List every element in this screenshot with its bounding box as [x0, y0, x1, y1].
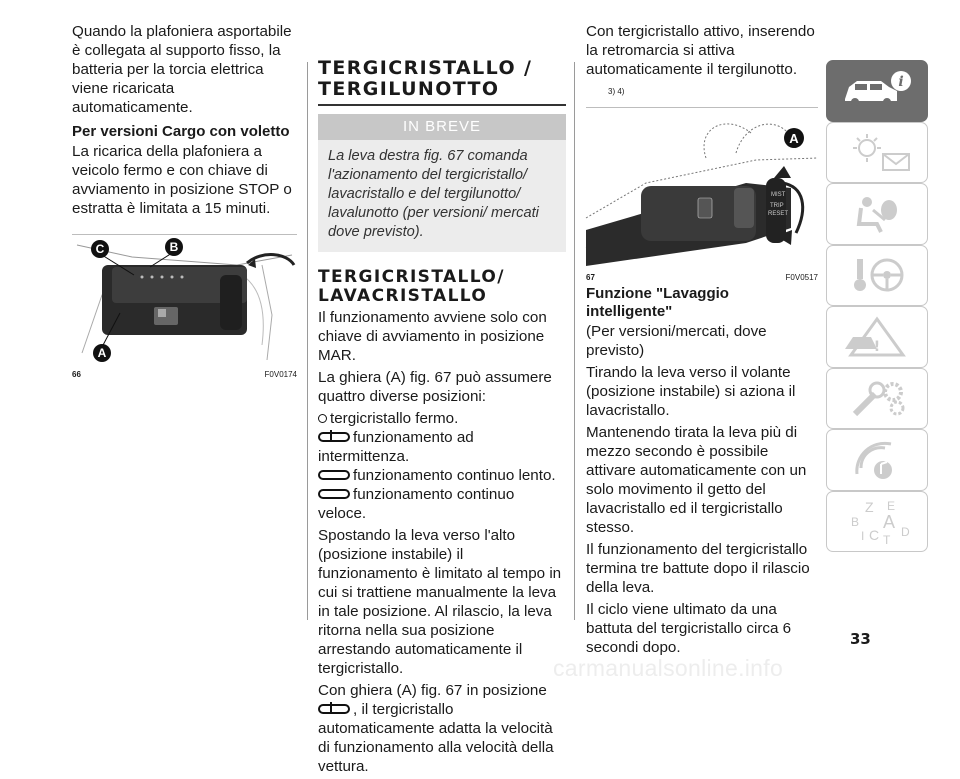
figure-number: 67: [586, 273, 595, 282]
position-list: [318, 409, 566, 523]
tab-vehicle-info[interactable]: [826, 60, 928, 122]
section-heading: Per versioni Cargo con voletto: [72, 123, 290, 140]
paragraph: Con tergicristallo attivo, inserendo la retromarcia si attiva automaticamente il tergilunotto.: [586, 23, 815, 78]
callout-a: A: [97, 346, 107, 360]
figure-code: F0V0517: [785, 273, 818, 282]
subsection-title: TERGICRISTALLO/ LAVACRISTALLO: [318, 266, 505, 306]
warning-lights-message-icon: [837, 130, 917, 174]
summary-box: La leva destra fig. 67 comanda l'azionamento del tergicristallo/ lavacristallo e del tergilunotto/ lavalunotto (per versioni/ mercati dove previsto).: [318, 140, 566, 252]
alphabetical-index-icon: [837, 496, 917, 546]
svg-text:I: I: [861, 529, 865, 544]
svg-text:i: i: [898, 73, 904, 90]
section-title: TERGICRISTALLO / TERGILUNOTTO: [318, 57, 533, 100]
key-steering-wheel-icon: [837, 253, 917, 297]
tab-maintenance[interactable]: [826, 368, 928, 430]
figure-67: [586, 107, 818, 282]
wiper-stalk-illustration: [586, 108, 818, 266]
svg-text:A: A: [883, 512, 896, 533]
svg-text:Z: Z: [865, 499, 874, 516]
tab-starting-driving[interactable]: [826, 245, 928, 307]
svg-text:E: E: [887, 499, 896, 514]
chapter-tabs: [826, 60, 928, 552]
position-item: tergicristallo fermo.: [318, 409, 566, 428]
title-rule: [318, 104, 566, 106]
note-references: 3) 4): [608, 87, 625, 96]
mist-label: MIST: [771, 192, 786, 198]
callout-c: C: [95, 242, 105, 256]
in-breve-banner: IN BREVE: [318, 114, 566, 140]
svg-text:D: D: [901, 525, 910, 540]
paragraph: Spostando la leva verso l'alto (posizione instabile) il funzionamento è limitato al tempo in cui si trattiene manualmente la leva in tale posizione. Al rilascio, la leva ritorna nella sua posizione arrestando automaticamente il tergicristallo.: [318, 526, 562, 677]
tab-emergency[interactable]: [826, 306, 928, 368]
paragraph: La ricarica della plafoniera a veicolo fermo e con chiave di avviamento in posizione STOP o estratta è limitata a 15 minuti.: [72, 143, 292, 217]
position-item: funzionamento ad intermittenza.: [318, 428, 474, 465]
paragraph: Il funzionamento del tergicristallo termina tre battute dopo il rilascio della leva.: [586, 541, 810, 596]
figure-caption: [586, 268, 818, 287]
car-info-icon: [837, 69, 917, 113]
tab-multimedia[interactable]: [826, 429, 928, 491]
paragraph: (Per versioni/mercati, dove previsto): [586, 323, 767, 359]
reset-label: RESET: [768, 211, 789, 217]
paragraph: Mantenendo tirata la leva più di mezzo secondo è possibile attivare automaticamente con un solo movimento il getto del lavacristallo ed il tergicristallo stesso.: [586, 424, 807, 536]
figure-66: [72, 234, 297, 379]
wiper-off-icon: [318, 414, 327, 423]
position-item: funzionamento continuo veloce.: [318, 485, 515, 522]
column-2: [318, 56, 566, 779]
dome-light-illustration: [72, 235, 297, 363]
airbag-seat-icon: [837, 192, 917, 236]
callout-a: A: [789, 131, 799, 146]
position-item: funzionamento continuo lento.: [318, 466, 566, 485]
section-heading: Funzione "Lavaggio intelligente": [586, 285, 729, 320]
figure-number: 66: [72, 370, 81, 379]
wiper-slow-icon: [318, 470, 350, 480]
figure-code: F0V0174: [264, 370, 297, 379]
tab-warning-lights[interactable]: [826, 122, 928, 184]
column-1: [72, 22, 297, 379]
wrench-gears-icon: [837, 376, 917, 420]
paragraph: Con ghiera (A) fig. 67 in posizione , il tergicristallo automaticamente adatta la velocità di funzionamento alla velocità della vettura.: [318, 681, 554, 775]
paragraph: Il funzionamento avviene solo con chiave di avviamento in posizione MAR.: [318, 308, 547, 364]
paragraph: Quando la plafoniera asportabile è collegata al supporto fisso, la batteria per la torcia elettrica viene ricaricata automaticamente.: [72, 23, 292, 116]
multimedia-music-icon: [837, 438, 917, 482]
wiper-fast-icon: [318, 489, 350, 499]
watermark: carmanualsonline.info: [553, 655, 784, 681]
tab-safety[interactable]: [826, 183, 928, 245]
wiper-intermittent-icon: [318, 432, 350, 442]
paragraph: La ghiera (A) fig. 67 può assumere quattro diverse posizioni:: [318, 368, 552, 405]
breakdown-triangle-icon: [837, 315, 917, 359]
svg-text:T: T: [883, 533, 891, 548]
paragraph: Il ciclo viene ultimato da una battuta del tergicristallo circa 6 secondi dopo.: [586, 601, 792, 656]
svg-text:C: C: [869, 527, 880, 544]
page-number: 33: [850, 630, 871, 648]
trip-label: TRIP: [770, 203, 784, 209]
column-divider: [574, 62, 575, 620]
svg-text:B: B: [851, 515, 860, 530]
callout-b: B: [169, 240, 179, 254]
svg-text:!: !: [873, 338, 881, 355]
column-3: [586, 22, 818, 660]
paragraph: Tirando la leva verso il volante (posizione instabile) si aziona il lavacristallo.: [586, 364, 796, 419]
tab-index[interactable]: [826, 491, 928, 553]
wiper-intermittent-icon: [318, 704, 350, 714]
column-divider: [307, 62, 308, 620]
figure-caption: [72, 365, 297, 384]
